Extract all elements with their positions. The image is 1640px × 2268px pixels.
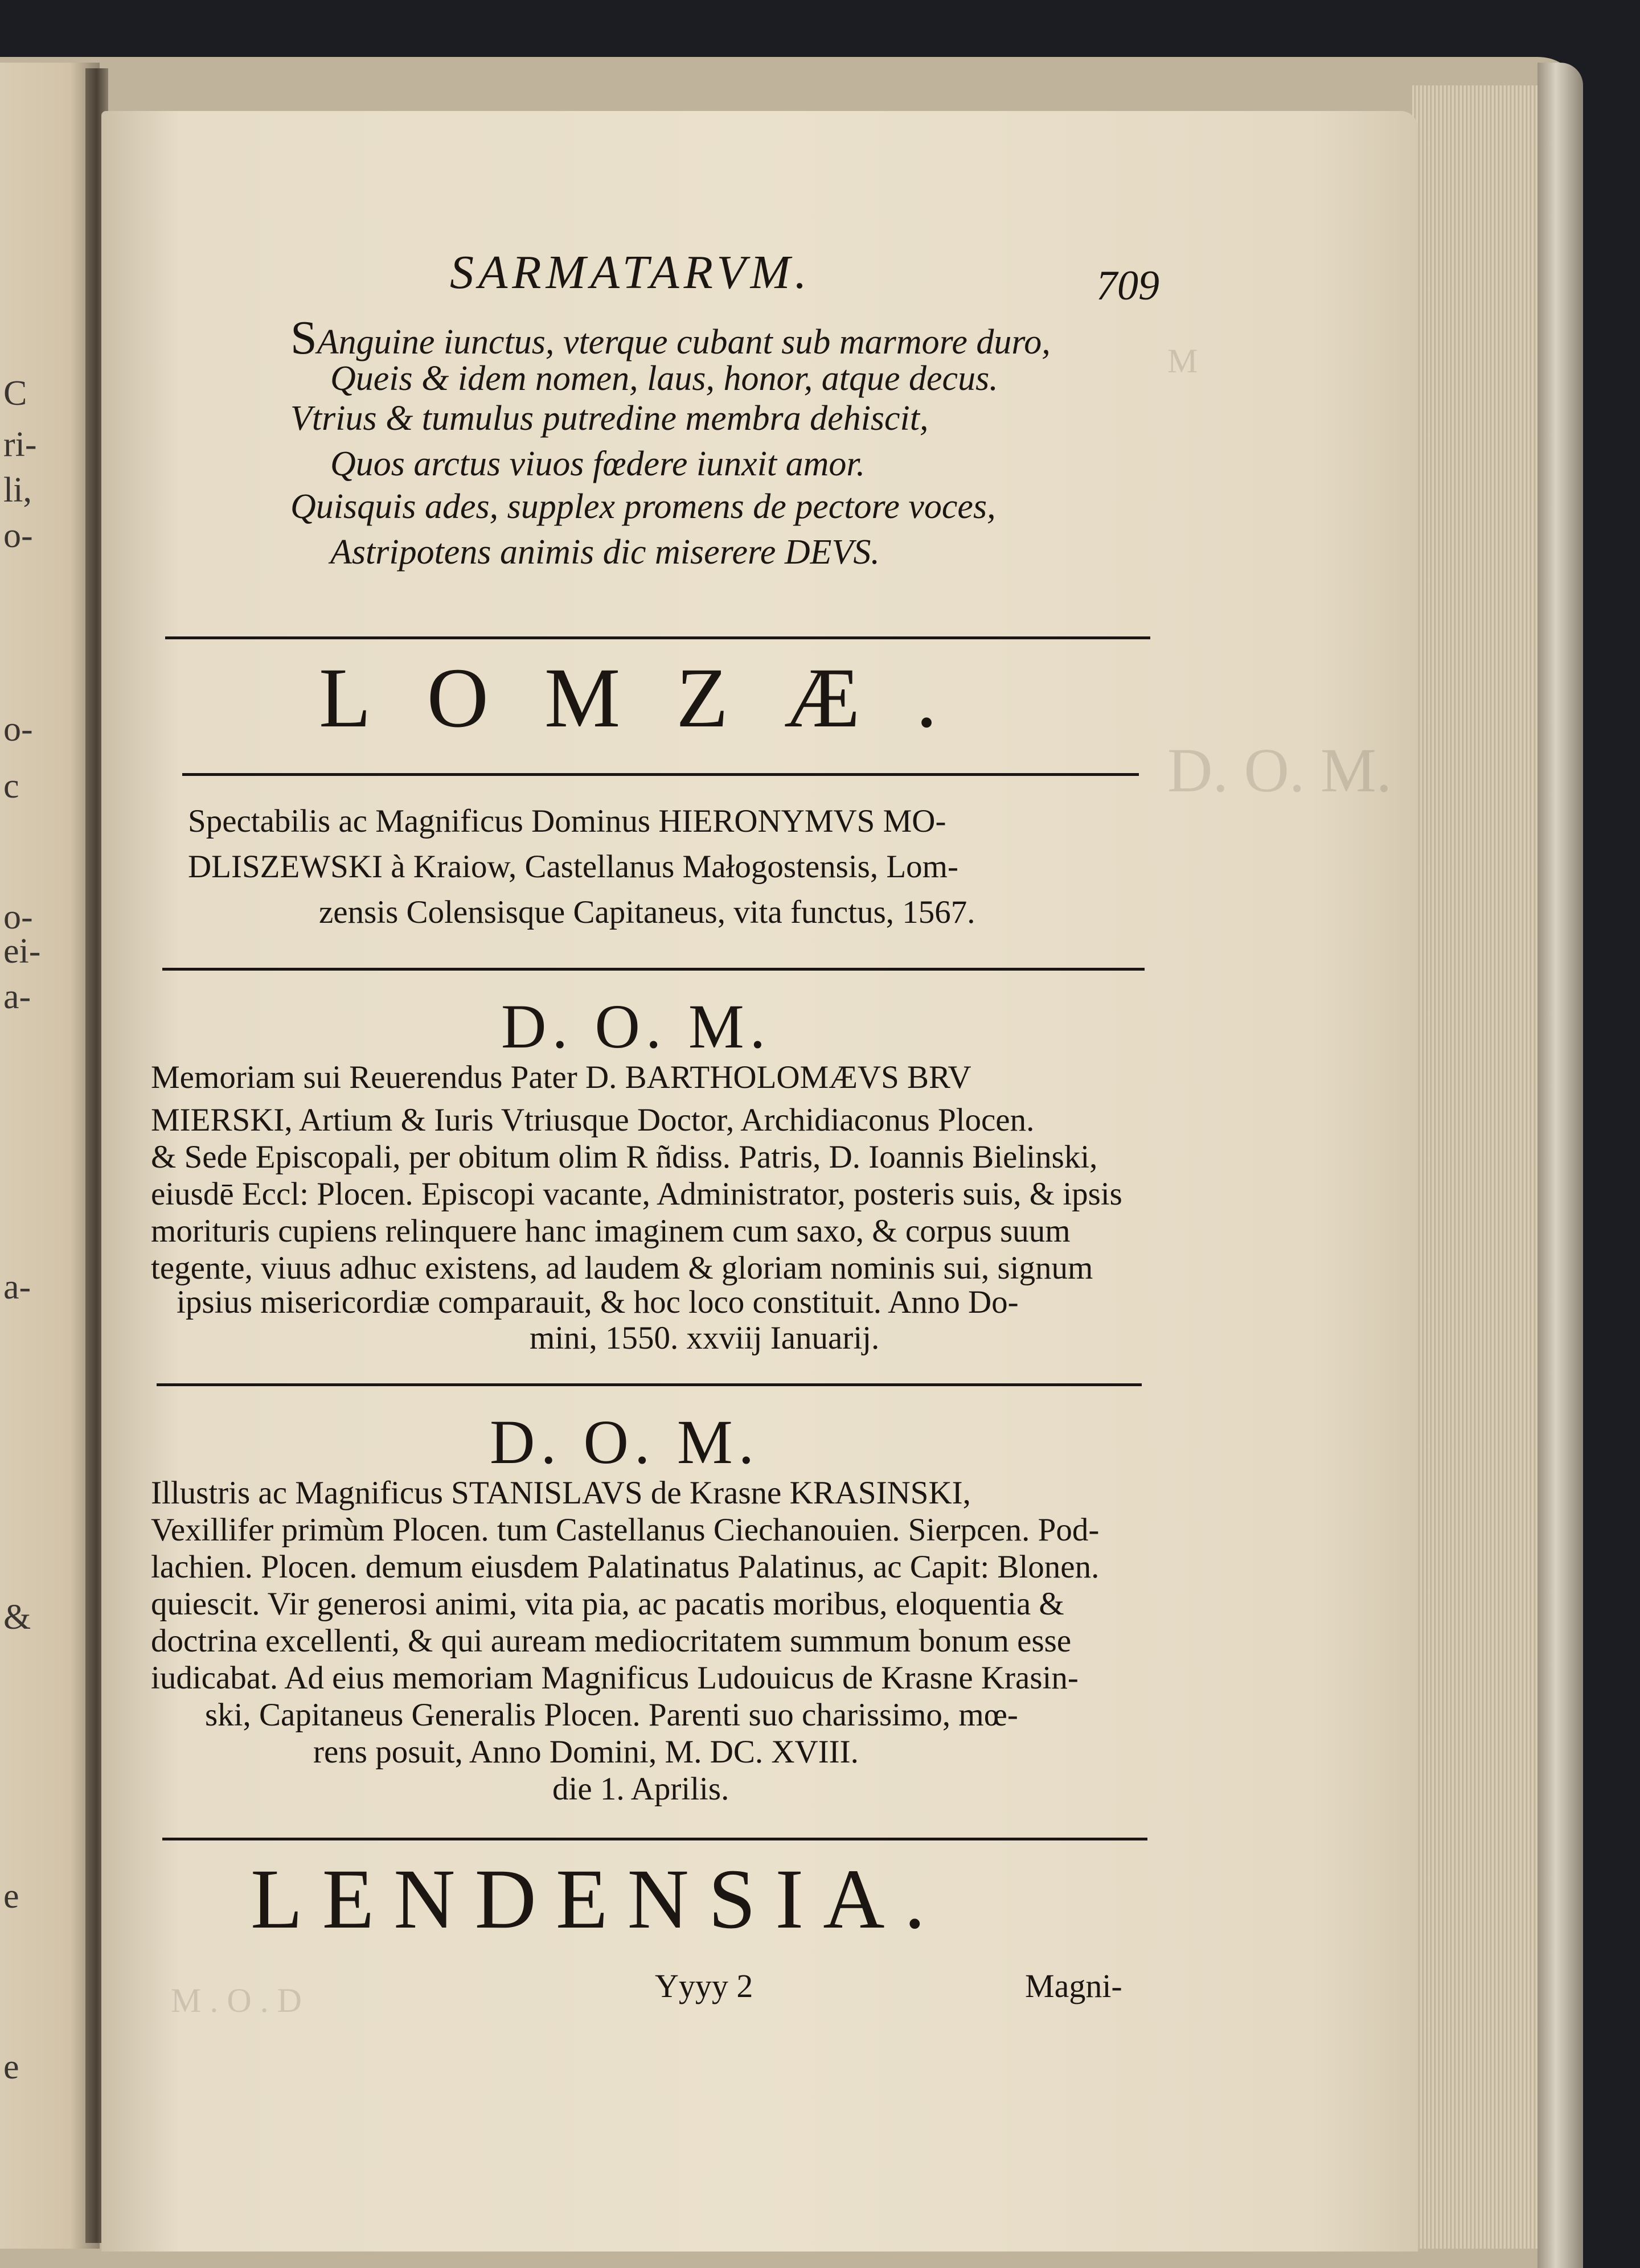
verse-line-2: Queis & idem nomen, laus, honor, atque decus. <box>330 359 998 398</box>
running-title: SARMATARVM. <box>450 246 811 299</box>
lomzae-line-1: Spectabilis ac Magnificus Dominus HIERONYMVS MO- <box>188 803 946 839</box>
left-page-fragment: a- <box>3 1268 31 1306</box>
left-page-fragment: & <box>3 1598 31 1637</box>
left-page-fragment: ei- <box>3 932 41 971</box>
inscription-2-line: Vexillifer primùm Plocen. tum Castellanus Ciechanouien. Sierpcen. Pod- <box>151 1512 1100 1548</box>
left-page-fragment: ri- <box>3 425 37 464</box>
inscription-1-line: mini, 1550. xxviij Ianuarij. <box>530 1320 880 1356</box>
section-rule <box>182 773 1139 776</box>
inscription-1-line: Memoriam sui Reuerendus Pater D. BARTHOLOMÆVS BRV <box>151 1059 971 1095</box>
inscription-2-line: iudicabat. Ad eius memoriam Magnificus Ludouicus de Krasne Krasin- <box>151 1660 1079 1696</box>
drop-initial: S <box>290 311 317 364</box>
inscription-2-heading: D. O. M. <box>490 1407 760 1477</box>
verse-line-5: Quisquis ades, supplex promens de pectore voces, <box>290 487 996 526</box>
inscription-1-line: MIERSKI, Artium & Iuris Vtriusque Doctor, Archidiaconus Plocen. <box>151 1102 1035 1138</box>
left-page-fragment: o- <box>3 898 33 936</box>
section-rule <box>165 636 1150 639</box>
section-rule <box>162 1838 1147 1840</box>
page-number: 709 <box>1096 262 1159 309</box>
inscription-2-line: lachien. Plocen. demum eiusdem Palatinatus Palatinus, ac Capit: Blonen. <box>151 1549 1100 1585</box>
inscription-2-line: die 1. Aprilis. <box>552 1771 729 1807</box>
inscription-1-line: ipsius misericordiæ comparauit, & hoc loco constituit. Anno Do- <box>177 1284 1019 1320</box>
left-page-fragment: C <box>3 374 27 413</box>
signature-mark: Yyyy 2 <box>655 1967 753 2004</box>
verse-line-6: Astripotens animis dic miserere DEVS. <box>330 533 880 572</box>
verse-line-3: Vtrius & tumulus putredine membra dehiscit, <box>290 399 929 438</box>
section-rule <box>157 1383 1142 1386</box>
inscription-1-line: tegente, viuus adhuc existens, ad laudem & gloriam nominis sui, signum <box>151 1250 1093 1286</box>
show-through-text: D. O. M. <box>1167 736 1392 805</box>
show-through-text: M . O . D <box>171 1982 302 2019</box>
lomzae-line-2: DLISZEWSKI à Kraiow, Castellanus Małogostensis, Lom- <box>188 849 958 885</box>
left-page-fragment: e <box>3 1877 19 1916</box>
section-title-lomzae: LOMZÆ. <box>319 651 993 745</box>
left-page <box>0 63 100 2249</box>
left-page-fragment: o- <box>3 710 33 749</box>
inscription-2-line: Illustris ac Magnificus STANISLAVS de Krasne KRASINSKI, <box>151 1475 971 1511</box>
section-rule <box>162 968 1145 971</box>
left-page-fragment: e <box>3 2048 19 2086</box>
inscription-1-line: morituris cupiens relinquere hanc imaginem cum saxo, & corpus suum <box>151 1213 1071 1249</box>
left-page-fragment: li, <box>3 471 32 510</box>
verse-line-1: SAnguine iunctus, vterque cubant sub marmore duro, <box>290 311 1051 364</box>
inscription-2-line: rens posuit, Anno Domini, M. DC. XVIII. <box>313 1734 859 1770</box>
show-through-text: M <box>1167 342 1198 380</box>
section-title-lendensia: LENDENSIA. <box>251 1852 945 1946</box>
left-page-fragment: a- <box>3 977 31 1016</box>
inscription-2-line: ski, Capitaneus Generalis Plocen. Parenti suo charissimo, mœ- <box>205 1697 1018 1733</box>
inscription-1-line: & Sede Episcopali, per obitum olim R ñdiss. Patris, D. Ioannis Bielinski, <box>151 1139 1098 1175</box>
left-page-fragment: o- <box>3 516 33 555</box>
lomzae-line-3: zensis Colensisque Capitaneus, vita functus, 1567. <box>319 894 975 930</box>
left-page-fragment: c <box>3 767 19 806</box>
inscription-2-line: doctrina excellenti, & qui auream mediocritatem summum bonum esse <box>151 1623 1072 1659</box>
catchword: Magni- <box>1025 1967 1122 2004</box>
cover-edge <box>1538 63 1583 2268</box>
inscription-2-line: quiescit. Vir generosi animi, vita pia, ac pacatis moribus, eloquentia & <box>151 1586 1064 1622</box>
verse-line-4: Quos arctus viuos fœdere iunxit amor. <box>330 445 866 483</box>
inscription-1-heading: D. O. M. <box>501 992 772 1061</box>
inscription-1-line: eiusdē Eccl: Plocen. Episcopi vacante, Administrator, posteris suis, & ipsis <box>151 1176 1122 1212</box>
